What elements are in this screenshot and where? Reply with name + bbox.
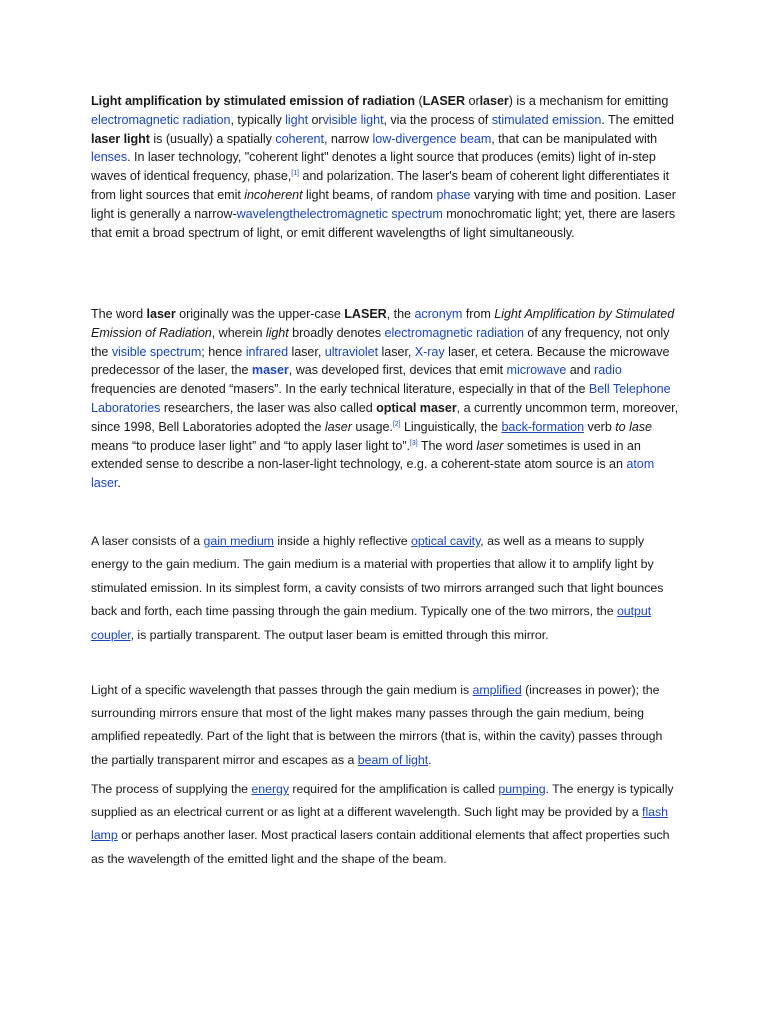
italic-term: laser: [476, 438, 504, 453]
body-text: ; hence: [201, 344, 246, 359]
text-link[interactable]: visible spectrum: [111, 344, 202, 359]
text-link[interactable]: stimulated emission: [491, 112, 602, 127]
body-text: laser, et cetera. Because the microwave predecessor of the laser, the: [91, 344, 670, 378]
body-text: .: [117, 476, 121, 491]
body-text: . The energy is typically supplied as an electrical current or as light at a different wavelength. Such light may be provided by a: [91, 782, 674, 820]
body-text: from: [462, 307, 495, 321]
text-link[interactable]: X-ray: [414, 344, 445, 359]
paragraph-amplification: [91, 679, 681, 772]
text-link[interactable]: infrared: [245, 344, 289, 359]
body-text: , is partially transparent. The output laser beam is emitted through this mirror.: [130, 627, 549, 642]
body-text: ) is a mechanism for emitting: [508, 94, 669, 108]
body-text: usage.: [351, 419, 393, 434]
body-text: (increases in power); the surrounding mirrors ensure that most of the light makes many passes through the gain medium, being amplified repeatedly. Part of the light that is between the mirrors (that is, within the cavity) passes through the partially transparent mirror and escapes as a: [91, 683, 663, 767]
text-link[interactable]: electromagnetic radiation: [91, 112, 231, 127]
text-link[interactable]: visible light: [322, 112, 384, 127]
body-text: and: [566, 363, 595, 378]
body-text: is (usually) a spatially: [149, 131, 276, 146]
italic-term: light: [265, 325, 289, 340]
body-text: required for the amplification is called: [289, 782, 499, 796]
body-text: laser,: [378, 344, 415, 359]
bold-term: laser light: [91, 131, 150, 146]
text-link[interactable]: lenses: [91, 150, 128, 165]
body-text: , a currently uncommon term, moreover, since 1998, Bell Laboratories adopted the: [91, 400, 679, 434]
text-link[interactable]: radio: [594, 363, 622, 378]
body-text: light beams, of random: [302, 187, 437, 202]
text-link[interactable]: maser: [251, 363, 289, 378]
body-text: Light of a specific wavelength that passes through the gain medium is: [91, 683, 473, 697]
body-text: , via the process of: [383, 112, 492, 127]
text-link[interactable]: low-divergence beam: [372, 131, 492, 146]
bold-term: Light amplification by stimulated emission of radiation: [91, 94, 416, 108]
body-text: monochromatic light; yet, there are lasers that emit a broad spectrum of light, or emit different wavelengths of light simultaneously.: [91, 206, 676, 240]
body-text: , wherein: [211, 325, 266, 340]
body-text: The word: [417, 438, 477, 453]
body-text: and polarization. The laser's beam of coherent light differentiates it from light sources that emit: [91, 169, 670, 202]
body-text: originally was the upper-case: [175, 307, 345, 321]
body-text: or: [308, 112, 323, 127]
text-link[interactable]: microwave: [506, 363, 567, 378]
paragraph-word-laser: [91, 305, 681, 493]
citation-reference[interactable]: [1]: [291, 170, 299, 177]
body-text: means “to produce laser light” and “to apply laser light to”.: [91, 438, 410, 453]
body-text: Linguistically, the: [400, 419, 502, 434]
body-text: frequencies are denoted “masers”. In the early technical literature, especially in that of the: [91, 382, 589, 397]
body-text: , narrow: [323, 131, 373, 146]
body-text: , as well as a means to supply energy to the gain medium. The gain medium is a material with properties that allow it to amplify light by stimulated emission. In its simplest form, a cavity consists of two mirrors arranged such that light bounces back and forth, each time passing through the gain medium. Typically one of the two mirrors, the: [91, 534, 664, 619]
body-text: verb: [584, 419, 616, 434]
text-link[interactable]: coherent: [275, 131, 324, 146]
body-text: of any frequency, not only the: [91, 325, 670, 359]
body-text: .: [428, 752, 432, 767]
underlined-link[interactable]: amplified: [472, 683, 522, 697]
italic-term: laser: [324, 419, 352, 434]
underlined-link[interactable]: optical cavity: [410, 534, 481, 548]
text-link[interactable]: atom laser: [91, 457, 655, 491]
text-link[interactable]: phase: [436, 187, 471, 202]
underlined-link[interactable]: back-formation: [501, 419, 585, 434]
body-text: , typically: [230, 112, 286, 127]
body-text: laser,: [288, 344, 325, 359]
bold-term: LASER: [422, 94, 466, 108]
paragraph-laser-definition: [91, 92, 681, 242]
paragraph-pumping: [91, 778, 681, 871]
italic-term: incoherent: [244, 187, 303, 202]
text-link[interactable]: acronym: [414, 307, 463, 321]
body-text: The process of supplying the: [91, 782, 252, 796]
body-text: A laser consists of a: [91, 534, 204, 548]
body-text: or perhaps another laser. Most practical lasers contain additional elements that affect properties such as the wavelength of the emitted light and the shape of the beam.: [91, 828, 670, 866]
body-text: , that can be manipulated with: [491, 131, 658, 146]
citation-reference[interactable]: [2]: [392, 420, 401, 428]
body-text: researchers, the laser was also called: [160, 400, 377, 415]
body-text: The word: [91, 307, 147, 321]
body-text: varying with time and position. Laser light is generally a narrow-: [91, 187, 676, 221]
text-link[interactable]: wavelengthelectromagnetic spectrum: [236, 206, 443, 221]
bold-term: laser: [146, 307, 176, 321]
bold-term: optical maser: [376, 400, 457, 415]
text-link[interactable]: electromagnetic radiation: [384, 325, 524, 340]
underlined-link[interactable]: flash lamp: [91, 805, 668, 843]
body-text: . In laser technology, "coherent light" denotes a light source that produces (emits) light of in-step waves of identical frequency, phase,: [91, 150, 656, 184]
underlined-link[interactable]: gain medium: [203, 534, 274, 548]
underlined-link[interactable]: pumping: [498, 782, 546, 796]
body-text: broadly denotes: [288, 325, 385, 340]
underlined-link[interactable]: beam of light: [357, 752, 429, 767]
paragraph-laser-components: [91, 530, 681, 647]
italic-term: Light Amplification by Stimulated Emission of Radiation: [91, 307, 675, 340]
body-text: or: [465, 94, 480, 108]
bold-term: LASER: [344, 307, 387, 321]
underlined-link[interactable]: energy: [251, 782, 290, 796]
body-text: , the: [386, 307, 415, 321]
body-text: . The emitted: [601, 112, 674, 127]
bold-term: laser: [479, 94, 509, 108]
body-text: (: [415, 94, 423, 108]
body-text: sometimes is used in an extended sense to describe a non-laser-light technology, e.g. a coherent-state atom source is an: [91, 438, 641, 472]
text-link[interactable]: Bell Telephone Laboratories: [91, 382, 671, 415]
text-link[interactable]: light: [285, 112, 309, 127]
citation-reference[interactable]: [3]: [409, 439, 418, 447]
underlined-link[interactable]: output coupler: [91, 604, 652, 642]
body-text: inside a highly reflective: [273, 534, 411, 548]
italic-term: to lase: [615, 419, 652, 434]
text-link[interactable]: ultraviolet: [324, 344, 379, 359]
body-text: , was developed first, devices that emit: [288, 363, 507, 378]
